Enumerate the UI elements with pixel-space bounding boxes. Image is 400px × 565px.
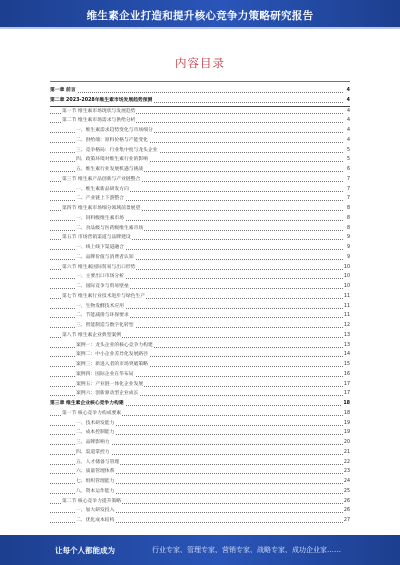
toc-entry-page: 7 bbox=[346, 175, 350, 185]
toc-entry-page: 16 bbox=[343, 370, 350, 380]
toc-entry[interactable] bbox=[50, 204, 350, 214]
toc-entry-label: 一、技术研发能力 bbox=[76, 420, 115, 426]
toc-entry-label: 二、成本控制能力 bbox=[76, 430, 115, 436]
toc-entry-page: 4 bbox=[346, 86, 350, 96]
toc-entry-page: 4 bbox=[346, 116, 350, 126]
toc-entry-page: 17 bbox=[343, 380, 350, 390]
table-of-contents bbox=[50, 86, 350, 526]
toc-entry-page: 8 bbox=[346, 214, 350, 224]
toc-entry-label: 一、加大研发投入 bbox=[76, 508, 115, 514]
toc-entry-label: 第八节 维生素企业典型案例 bbox=[62, 332, 122, 338]
toc-entry-page: 25 bbox=[343, 487, 350, 497]
toc-entry-page: 5 bbox=[346, 146, 350, 156]
toc-entry[interactable] bbox=[50, 165, 350, 175]
toc-entry-label: 第二章 2023-2028年维生素市场发展趋势预测 bbox=[50, 97, 153, 103]
toc-entry[interactable] bbox=[50, 96, 350, 107]
toc-entry-label: 案例三：新进入者的市场突破策略 bbox=[76, 362, 148, 367]
toc-entry-label: 第三章 维生素企业核心竞争力构建 bbox=[50, 401, 124, 406]
toc-entry-label: 案例六：创新驱动型企业成长 bbox=[76, 391, 139, 397]
report-title: 维生素企业打造和提升核心竞争力策略研究报告 bbox=[86, 10, 314, 22]
toc-entry[interactable] bbox=[50, 389, 350, 399]
toc-entry-page: 14 bbox=[343, 350, 350, 360]
toc-entry[interactable] bbox=[50, 428, 350, 438]
toc-entry-page: 23 bbox=[343, 467, 350, 477]
toc-entry-label: 第五节 市场营销渠道与品牌建设 bbox=[62, 235, 131, 241]
toc-entry[interactable] bbox=[50, 233, 350, 243]
toc-entry-label: 案例一：龙头企业的核心竞争力构建 bbox=[76, 342, 153, 348]
toc-entry-label: 二、优化成本结构 bbox=[76, 518, 115, 523]
toc-entry-label: 第四节 维生素市场细分领域前景展望 bbox=[62, 206, 141, 211]
toc-entry[interactable] bbox=[50, 487, 350, 497]
toc-entry-label: 七、组织管理能力 bbox=[76, 479, 115, 484]
toc-entry-page: 5 bbox=[346, 155, 350, 165]
toc-entry[interactable] bbox=[50, 155, 350, 165]
toc-entry-label: 第一节 维生素市场现状与发展趋势 bbox=[62, 108, 136, 114]
toc-entry-page: 18 bbox=[342, 399, 350, 409]
toc-entry-page: 20 bbox=[343, 438, 350, 448]
toc-entry[interactable] bbox=[50, 477, 350, 487]
toc-entry-label: 三、品牌影响力 bbox=[76, 440, 110, 445]
toc-entry[interactable] bbox=[50, 506, 350, 516]
toc-entry[interactable] bbox=[50, 253, 350, 263]
toc-entry[interactable] bbox=[50, 185, 350, 195]
toc-entry-page: 22 bbox=[343, 458, 350, 468]
toc-entry-page: 27 bbox=[343, 516, 350, 526]
toc-entry-page: 12 bbox=[343, 321, 350, 331]
toc-entry-label: 一、维生素需求趋势变化与市场细分 bbox=[76, 128, 153, 133]
toc-entry-page: 19 bbox=[343, 428, 350, 438]
toc-entry[interactable] bbox=[50, 175, 350, 185]
toc-entry[interactable] bbox=[50, 282, 350, 292]
toc-entry-label: 第二节 核心竞争力提升策略 bbox=[62, 498, 122, 504]
toc-entry-page: 15 bbox=[343, 360, 350, 370]
toc-entry-page: 17 bbox=[343, 389, 350, 399]
toc-heading-underline bbox=[50, 81, 350, 82]
toc-entry-page: 7 bbox=[346, 194, 350, 204]
toc-entry-page: 26 bbox=[343, 497, 350, 507]
toc-entry[interactable] bbox=[50, 194, 350, 204]
toc-entry[interactable] bbox=[50, 136, 350, 146]
toc-entry[interactable] bbox=[50, 107, 350, 117]
toc-entry-label: 三、竞争格局：行业集中度与龙头企业 bbox=[76, 147, 158, 153]
toc-entry-label: 案例五：产业链一体化企业发展 bbox=[76, 381, 144, 387]
toc-entry[interactable] bbox=[50, 126, 350, 136]
toc-entry-page: 4 bbox=[346, 96, 350, 106]
toc-entry-label: 第三节 维生素产品创新与产业链整合 bbox=[62, 176, 141, 182]
toc-entry[interactable] bbox=[50, 399, 350, 409]
toc-entry-label: 第七节 维生素行业技术进步与绿色生产 bbox=[62, 293, 146, 299]
toc-entry[interactable] bbox=[50, 516, 350, 526]
toc-entry-page: 4 bbox=[346, 126, 350, 136]
toc-entry-label: 案例二：中小企业差异化发展路径 bbox=[76, 352, 148, 358]
toc-entry-label: 四、政策环境对维生素行业的影响 bbox=[76, 157, 148, 163]
toc-entry-label: 第一节 核心竞争力构成要素 bbox=[62, 410, 122, 416]
toc-heading: 内容目录 bbox=[175, 56, 225, 70]
toc-entry-page: 9 bbox=[346, 233, 350, 243]
toc-entry-page: 21 bbox=[343, 448, 350, 458]
toc-entry-page: 6 bbox=[346, 165, 350, 175]
toc-entry-label: 二、产业链上下游整合 bbox=[76, 196, 124, 202]
toc-entry[interactable] bbox=[50, 409, 350, 419]
toc-entry-page: 26 bbox=[343, 506, 350, 516]
toc-entry-label: 二、食品级与医药级维生素市场 bbox=[76, 225, 144, 231]
toc-entry[interactable] bbox=[50, 448, 350, 458]
toc-entry[interactable] bbox=[50, 360, 350, 370]
toc-entry-label: 一、线上线下渠道融合 bbox=[76, 245, 124, 250]
toc-entry-label: 三、智能制造与数字化转型 bbox=[76, 323, 134, 328]
toc-entry[interactable] bbox=[50, 331, 350, 341]
footer-slogan: 让每个人都能成为 bbox=[55, 546, 115, 555]
footer-tagline: 行业专家、管理专家、营销专家、战略专家、成功企业家…… bbox=[152, 546, 341, 554]
toc-entry[interactable] bbox=[50, 86, 350, 96]
toc-entry[interactable] bbox=[50, 341, 350, 351]
toc-entry[interactable] bbox=[50, 243, 350, 253]
toc-entry-page: 19 bbox=[343, 419, 350, 429]
toc-entry[interactable] bbox=[50, 380, 350, 390]
toc-entry-page: 13 bbox=[343, 331, 350, 341]
toc-entry[interactable] bbox=[50, 116, 350, 126]
toc-entry-label: 五、人才储备与管理 bbox=[76, 459, 120, 465]
toc-entry-page: 10 bbox=[343, 272, 350, 282]
toc-entry[interactable] bbox=[50, 214, 350, 224]
toc-entry-label: 五、维生素行业发展机遇与挑战 bbox=[76, 167, 144, 172]
toc-entry-label: 四、渠道掌控力 bbox=[76, 449, 110, 455]
toc-entry[interactable] bbox=[50, 370, 350, 380]
toc-entry-page: 9 bbox=[346, 253, 350, 263]
toc-entry[interactable] bbox=[50, 272, 350, 282]
toc-entry[interactable] bbox=[50, 419, 350, 429]
toc-entry-page: 8 bbox=[346, 224, 350, 234]
toc-entry-label: 八、资本运作能力 bbox=[76, 488, 115, 494]
toc-entry-page: 8 bbox=[346, 204, 350, 214]
toc-entry[interactable] bbox=[50, 497, 350, 507]
toc-entry-label: 二、品牌价值与消费者认知 bbox=[76, 254, 134, 260]
toc-entry-page: 10 bbox=[343, 263, 350, 273]
toc-entry-page: 18 bbox=[343, 409, 350, 419]
toc-leader-dots bbox=[50, 92, 343, 93]
toc-entry-page: 7 bbox=[346, 185, 350, 195]
toc-entry[interactable] bbox=[50, 292, 350, 302]
toc-entry-label: 二、国际竞争与贸易壁垒 bbox=[76, 284, 129, 289]
toc-entry-page: 11 bbox=[343, 292, 350, 302]
toc-entry-label: 二、供给端：原料价格与产能变化 bbox=[76, 137, 148, 143]
toc-entry-label: 第一章 前言 bbox=[50, 88, 76, 93]
toc-entry-label: 第六节 维生素国际贸易与出口形势 bbox=[62, 264, 136, 270]
toc-entry[interactable] bbox=[50, 467, 350, 477]
toc-entry[interactable] bbox=[50, 350, 350, 360]
toc-entry[interactable] bbox=[50, 438, 350, 448]
toc-entry-label: 一、主要出口市场分析 bbox=[76, 274, 124, 280]
toc-entry-label: 第二节 维生素市场需求与供给分析 bbox=[62, 118, 136, 124]
toc-entry-label: 六、质量管理体系 bbox=[76, 469, 115, 475]
toc-entry-label: 一、维生素新品研发方向 bbox=[76, 186, 129, 192]
toc-entry-label: 二、节能减排与环保要求 bbox=[76, 313, 129, 319]
toc-entry[interactable] bbox=[50, 146, 350, 156]
toc-entry-page: 11 bbox=[343, 302, 350, 312]
toc-entry-page: 10 bbox=[343, 282, 350, 292]
toc-entry-page: 13 bbox=[343, 341, 350, 351]
toc-entry[interactable] bbox=[50, 263, 350, 273]
toc-entry-label: 一、饲料级维生素市场 bbox=[76, 215, 124, 221]
toc-entry-label: 一、生物发酵技术应用 bbox=[76, 303, 124, 309]
toc-entry-page: 4 bbox=[346, 107, 350, 117]
toc-entry-page: 11 bbox=[343, 311, 350, 321]
toc-entry-page: 4 bbox=[346, 136, 350, 146]
toc-entry-page: 9 bbox=[346, 243, 350, 253]
toc-entry[interactable] bbox=[50, 224, 350, 234]
toc-entry[interactable] bbox=[50, 302, 350, 312]
toc-entry-page: 24 bbox=[343, 477, 350, 487]
toc-entry[interactable] bbox=[50, 311, 350, 321]
toc-entry[interactable] bbox=[50, 458, 350, 468]
toc-entry-label: 案例四：国际企业在华布局 bbox=[76, 371, 134, 377]
toc-entry[interactable] bbox=[50, 321, 350, 331]
header-divider bbox=[0, 27, 400, 29]
